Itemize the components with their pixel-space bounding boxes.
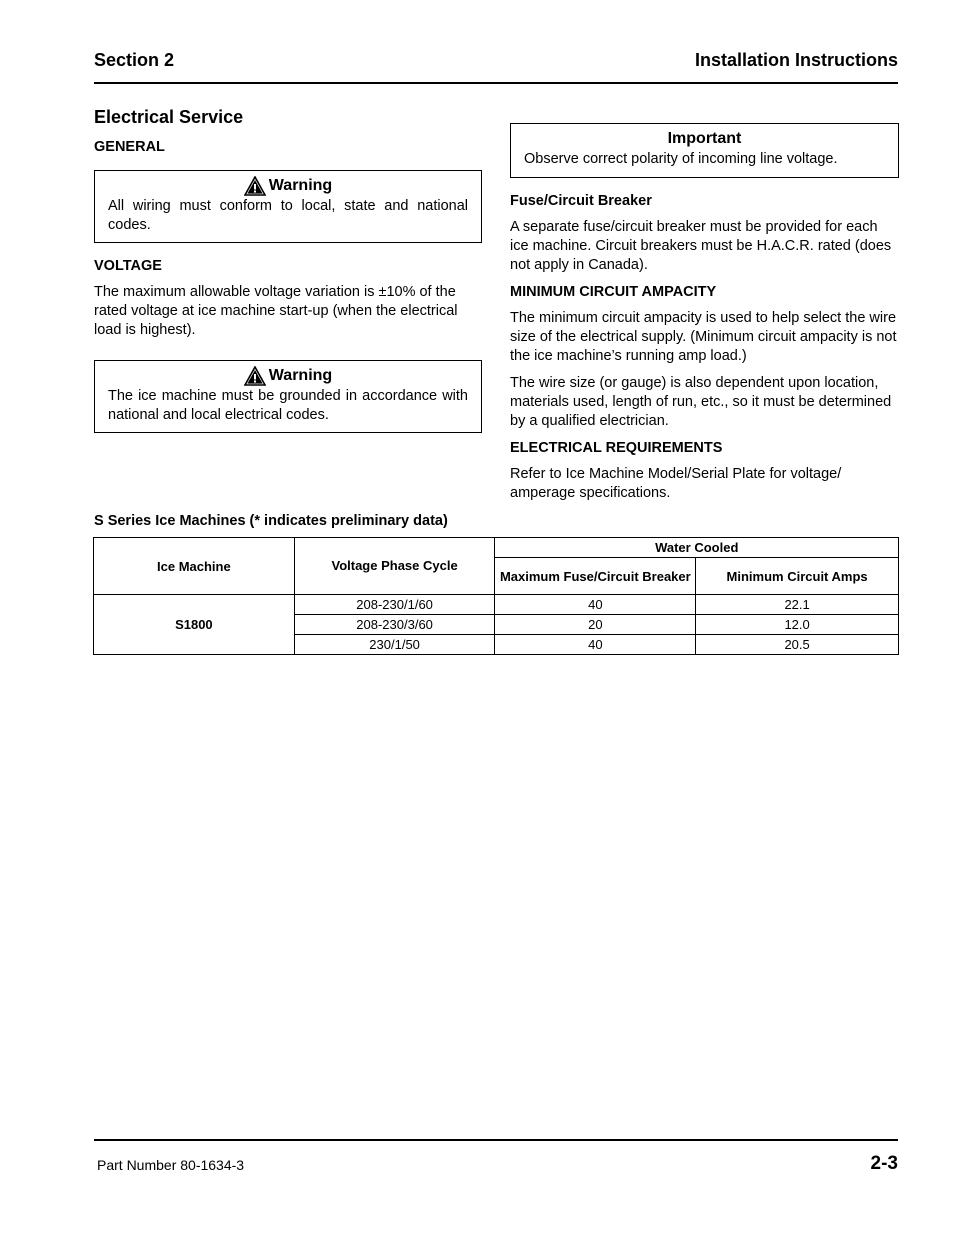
warning-triangle-icon — [244, 176, 266, 196]
header-water-cooled: Water Cooled — [495, 538, 899, 558]
right-column — [510, 123, 899, 511]
table-row — [94, 595, 899, 615]
section-heading: Electrical Service — [94, 107, 244, 127]
footer-part-number: Part Number 80-1634-3 — [97, 1157, 245, 1173]
warning-box-wiring — [94, 170, 482, 243]
fuse-heading: Fuse/Circuit Breaker — [510, 193, 652, 209]
header-min-amps: Minimum Circuit Amps — [696, 558, 899, 595]
header-voltage: Voltage Phase Cycle — [294, 538, 495, 595]
mca-paragraph-2: The wire size (or gauge) is also dependent upon location, materials used, length of run, etc., so it must be determined by a qualified electrician. — [510, 375, 892, 429]
requirements-heading: ELECTRICAL REQUIREMENTS — [510, 440, 723, 456]
general-heading: GENERAL — [94, 139, 165, 155]
amps-cell: 20.5 — [696, 635, 899, 655]
voltage-paragraph: The maximum allowable voltage variation is ±10% of the rated voltage at ice machine start-up (when the electrical load is highest). — [94, 284, 458, 338]
warning-text: The ice machine must be grounded in accordance with national and local electrical codes. — [108, 388, 468, 423]
fuse-paragraph: A separate fuse/circuit breaker must be provided for each ice machine. Circuit breakers must be H.A.C.R. rated (does not apply in Canada). — [510, 219, 892, 273]
table-header-row — [94, 538, 899, 558]
footer-rule — [94, 1139, 898, 1141]
important-box — [510, 123, 899, 178]
header-ice-machine: Ice Machine — [94, 538, 295, 595]
requirements-paragraph: Refer to Ice Machine Model/Serial Plate for voltage/ amperage specifications. — [510, 466, 842, 501]
warning-title — [108, 365, 468, 387]
footer-page-number: 2-3 — [870, 1153, 898, 1174]
electrical-spec-table — [93, 537, 899, 655]
header-rule — [94, 82, 898, 84]
left-column — [94, 106, 482, 447]
fuse-cell: 40 — [495, 595, 696, 615]
warning-title-text: Warning — [268, 177, 333, 194]
table-title: S Series Ice Machines (* indicates preliminary data) — [94, 513, 448, 529]
model-cell: S1800 — [94, 595, 295, 655]
voltage-cell: 208-230/3/60 — [294, 615, 495, 635]
header-max-fuse: Maximum Fuse/Circuit Breaker — [495, 558, 696, 595]
amps-cell: 12.0 — [696, 615, 899, 635]
warning-triangle-icon — [244, 366, 266, 386]
important-text: Observe correct polarity of incoming line voltage. — [524, 151, 838, 167]
header-section: Section 2 — [94, 50, 175, 70]
warning-title — [108, 175, 468, 197]
important-title: Important — [667, 130, 742, 147]
mca-heading: MINIMUM CIRCUIT AMPACITY — [510, 284, 717, 300]
voltage-cell: 230/1/50 — [294, 635, 495, 655]
warning-box-grounding — [94, 360, 482, 433]
warning-title-text: Warning — [268, 367, 333, 384]
header-chapter: Installation Instructions — [694, 50, 898, 70]
fuse-cell: 20 — [495, 615, 696, 635]
fuse-cell: 40 — [495, 635, 696, 655]
voltage-cell: 208-230/1/60 — [294, 595, 495, 615]
mca-paragraph-1: The minimum circuit ampacity is used to help select the wire size of the electrical supply. (Minimum circuit ampacity is not the ice machine’s running amp load.) — [510, 310, 897, 364]
warning-text: All wiring must conform to local, state and national codes. — [108, 198, 468, 233]
amps-cell: 22.1 — [696, 595, 899, 615]
voltage-heading: VOLTAGE — [94, 258, 162, 274]
